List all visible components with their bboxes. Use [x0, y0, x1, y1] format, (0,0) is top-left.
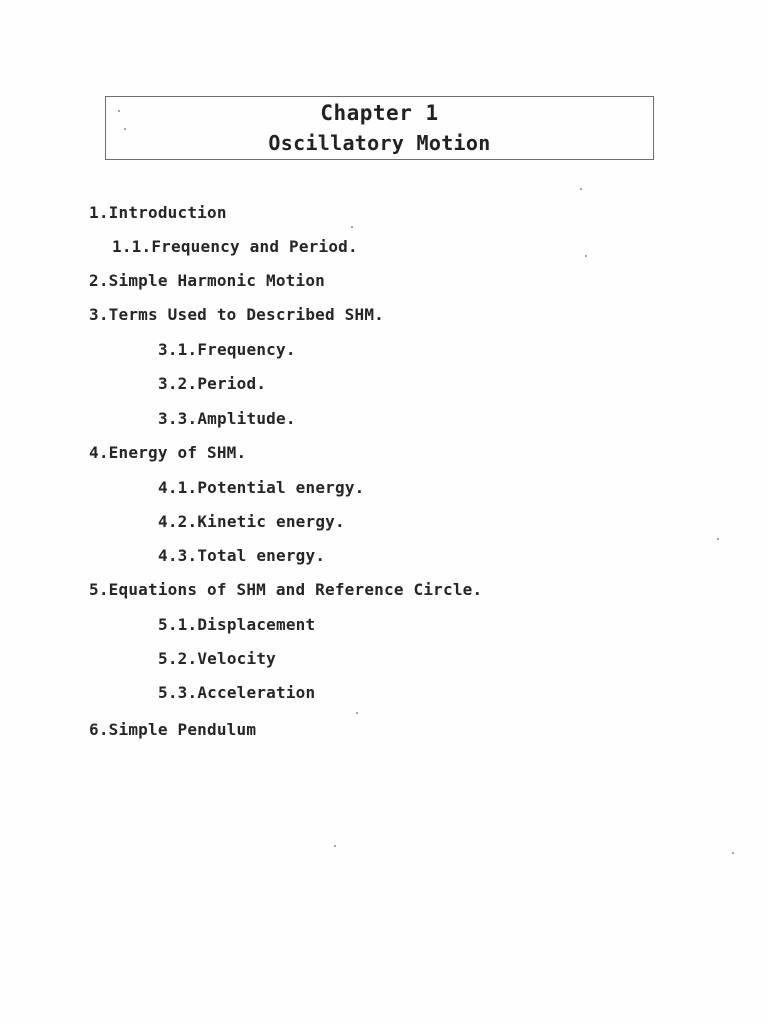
scan-speck — [118, 110, 120, 112]
scan-speck — [717, 538, 719, 540]
scan-speck — [732, 852, 734, 854]
scan-speck — [334, 845, 336, 847]
toc-subitem: 5.3.Acceleration — [158, 683, 316, 702]
chapter-number: Chapter 1 — [320, 101, 439, 125]
scan-speck — [124, 128, 126, 130]
toc-subitem: 4.2.Kinetic energy. — [158, 512, 345, 531]
chapter-title-box — [105, 96, 654, 160]
toc-subitem: 1.1.Frequency and Period. — [112, 237, 358, 256]
toc-subitem: 3.3.Amplitude. — [158, 409, 296, 428]
toc-item: 4.Energy of SHM. — [89, 443, 247, 462]
toc-subitem: 3.2.Period. — [158, 374, 267, 393]
toc-subitem: 3.1.Frequency. — [158, 340, 296, 359]
scan-speck — [356, 712, 358, 714]
toc-item: 3.Terms Used to Described SHM. — [89, 305, 384, 324]
toc-item: 6.Simple Pendulum — [89, 720, 257, 739]
scan-speck — [580, 188, 582, 190]
scan-speck — [585, 255, 587, 257]
chapter-title: Oscillatory Motion — [268, 131, 491, 155]
toc-subitem: 5.1.Displacement — [158, 615, 316, 634]
toc-subitem: 4.3.Total energy. — [158, 546, 326, 565]
scan-speck — [351, 226, 353, 228]
toc-subitem: 5.2.Velocity — [158, 649, 276, 668]
toc-item: 2.Simple Harmonic Motion — [89, 271, 325, 290]
toc-item: 5.Equations of SHM and Reference Circle. — [89, 580, 483, 599]
toc-item: 1.Introduction — [89, 203, 227, 222]
toc-subitem: 4.1.Potential energy. — [158, 478, 365, 497]
